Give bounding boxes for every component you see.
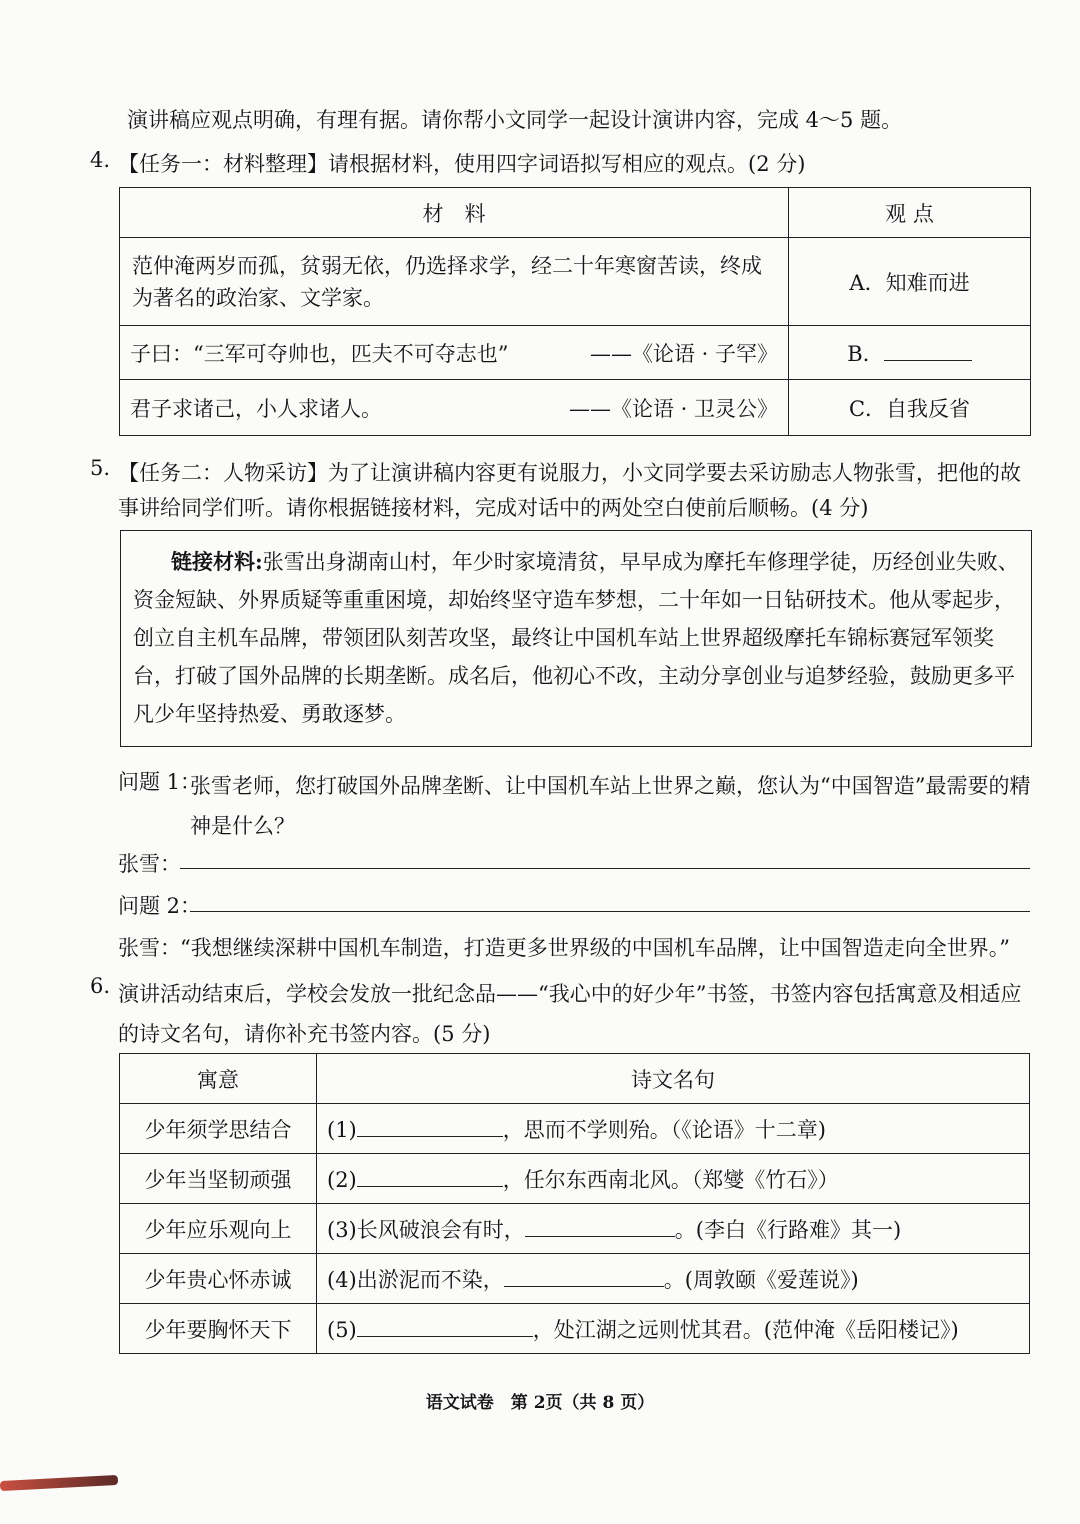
q4-row xyxy=(120,238,1031,326)
q6-head-poem: 诗文名句 xyxy=(317,1054,1030,1104)
q4-table xyxy=(119,187,1031,436)
q5-prompt: 【任务二：人物采访】为了让演讲稿内容更有说服力，小文同学要去采访励志人物张雪，把他的故事讲给同学们听。请你根据链接材料，完成对话中的两处空白使前后顺畅。(4 分) xyxy=(118,461,1021,520)
q4-view-b: B． xyxy=(847,341,884,366)
pen-tip-image xyxy=(0,1475,118,1491)
q5-answer2-label: 张雪： xyxy=(118,936,181,960)
q4-view-c: C．自我反省 xyxy=(848,396,971,421)
q5-question1-label: 问题 1： xyxy=(118,770,202,794)
q5-question2-label: 问题 2： xyxy=(118,894,202,918)
q6-meaning: 少年须学思结合 xyxy=(120,1104,317,1154)
q4-head-material: 材 料 xyxy=(120,188,789,238)
q6-head-meaning: 寓意 xyxy=(120,1054,317,1104)
q4-head-view: 观 点 xyxy=(789,188,1031,238)
q6-poem-pre: (4)出淤泥而不染， xyxy=(327,1267,504,1292)
intro-text: 演讲稿应观点明确，有理有据。请你帮小文同学一起设计演讲内容，完成 4～5 题。 xyxy=(127,108,903,132)
q4-material-cell xyxy=(120,380,789,436)
q6-row xyxy=(120,1154,1030,1204)
q4-view-a: A．知难而进 xyxy=(849,270,970,295)
link-material-label: 链接材料: xyxy=(171,549,263,574)
q6-poem-post: ，任尔东西南北风。（郑燮《竹石》） xyxy=(502,1167,839,1192)
q4-source: ——《论语 · 卫灵公》 xyxy=(568,396,778,421)
q6-meaning: 少年应乐观向上 xyxy=(120,1204,317,1254)
q6-number: 6. xyxy=(90,974,111,998)
q6-table xyxy=(119,1053,1030,1354)
q4-source: ——《论语 · 子罕》 xyxy=(589,341,778,366)
q6-poem-post: ，思而不学则殆。（《论语》十二章) xyxy=(502,1117,826,1142)
q6-poem-cell xyxy=(317,1154,1030,1204)
q6-row xyxy=(120,1254,1030,1304)
q6-poem-cell xyxy=(317,1204,1030,1254)
q4-answer-blank[interactable] xyxy=(884,342,972,361)
q6-poem-cell xyxy=(317,1304,1030,1354)
q4-view-cell xyxy=(789,326,1031,380)
q5-number: 5. xyxy=(90,456,111,480)
q6-blank[interactable] xyxy=(504,1268,664,1287)
q6-row xyxy=(120,1104,1030,1154)
q6-poem-cell xyxy=(317,1254,1030,1304)
q6-blank[interactable] xyxy=(357,1168,503,1187)
q6-poem-post: 。(周敦颐《爱莲说》) xyxy=(663,1267,859,1292)
q5-question2-blank[interactable] xyxy=(190,911,1030,912)
link-material-box xyxy=(120,530,1032,747)
q4-row xyxy=(120,326,1031,380)
q5-answer1-blank[interactable] xyxy=(180,868,1030,869)
q4-row xyxy=(120,380,1031,436)
q6-poem-pre: (2) xyxy=(327,1167,357,1192)
q5-answer2-text: “我想继续深耕中国机车制造，打造更多世界级的中国机车品牌，让中国智造走向全世界。” xyxy=(180,936,1010,960)
q6-blank[interactable] xyxy=(357,1318,533,1337)
q4-material-cell xyxy=(120,238,789,326)
q6-prompt: 演讲活动结束后，学校会发放一批纪念品——“我心中的好少年”书签，书签内容包括寓意及相适应的诗文名句，请你补充书签内容。(5 分) xyxy=(118,982,1022,1046)
q4-view-cell xyxy=(789,380,1031,436)
q5-answer1-label: 张雪： xyxy=(118,852,181,876)
q6-meaning: 少年要胸怀天下 xyxy=(120,1304,317,1354)
q6-blank[interactable] xyxy=(357,1118,503,1137)
q4-view-cell xyxy=(789,238,1031,326)
q6-poem-post: ，处江湖之远则忧其君。(范仲淹《岳阳楼记》) xyxy=(532,1317,959,1342)
q4-material-text: 子曰：“三军可夺帅也，匹夫不可夺志也” xyxy=(130,341,509,366)
q6-meaning: 少年贵心怀赤诚 xyxy=(120,1254,317,1304)
q4-material-cell xyxy=(120,326,789,380)
q4-material-text: 范仲淹两岁而孤，贫弱无依，仍选择求学，经二十年寒窗苦读，终成为著名的政治家、文学家。 xyxy=(132,253,762,310)
q6-poem-cell xyxy=(317,1104,1030,1154)
q6-row xyxy=(120,1204,1030,1254)
q6-blank[interactable] xyxy=(525,1218,675,1237)
q5-question1-text: 张雪老师，您打破国外品牌垄断、让中国机车站上世界之巅，您认为“中国智造”最需要的精神是什么？ xyxy=(190,774,1031,838)
q6-row xyxy=(120,1304,1030,1354)
q4-number: 4. xyxy=(90,148,111,172)
q6-meaning: 少年当坚韧顽强 xyxy=(120,1154,317,1204)
q4-material-text: 君子求诸己，小人求诸人。 xyxy=(130,396,382,421)
q6-poem-pre: (5) xyxy=(327,1317,357,1342)
q6-poem-post: 。(李白《行路难》其一) xyxy=(674,1217,902,1242)
page-footer: 语文试卷 第 2页（共 8 页） xyxy=(425,1393,655,1413)
q4-prompt: 【任务一：材料整理】请根据材料，使用四字词语拟写相应的观点。(2 分) xyxy=(118,152,806,176)
q6-poem-pre: (3)长风破浪会有时， xyxy=(327,1217,525,1242)
q6-poem-pre: (1) xyxy=(327,1117,357,1142)
link-material-text: 张雪出身湖南山村，年少时家境清贫，早早成为摩托车修理学徒，历经创业失败、资金短缺、外界质疑等重重困境，却始终坚守造车梦想，二十年如一日钻研技术。他从零起步，创立自主机车品牌，带领团队刻苦攻坚，最终让中国机车站上世界超级摩托车锦标赛冠军领奖台，打破了国外品牌的长期垄断。成名后，他初心不改，主动分享创业与追梦经验，鼓励更多平凡少年坚持热爱、勇敢逐梦。 xyxy=(133,550,1019,726)
